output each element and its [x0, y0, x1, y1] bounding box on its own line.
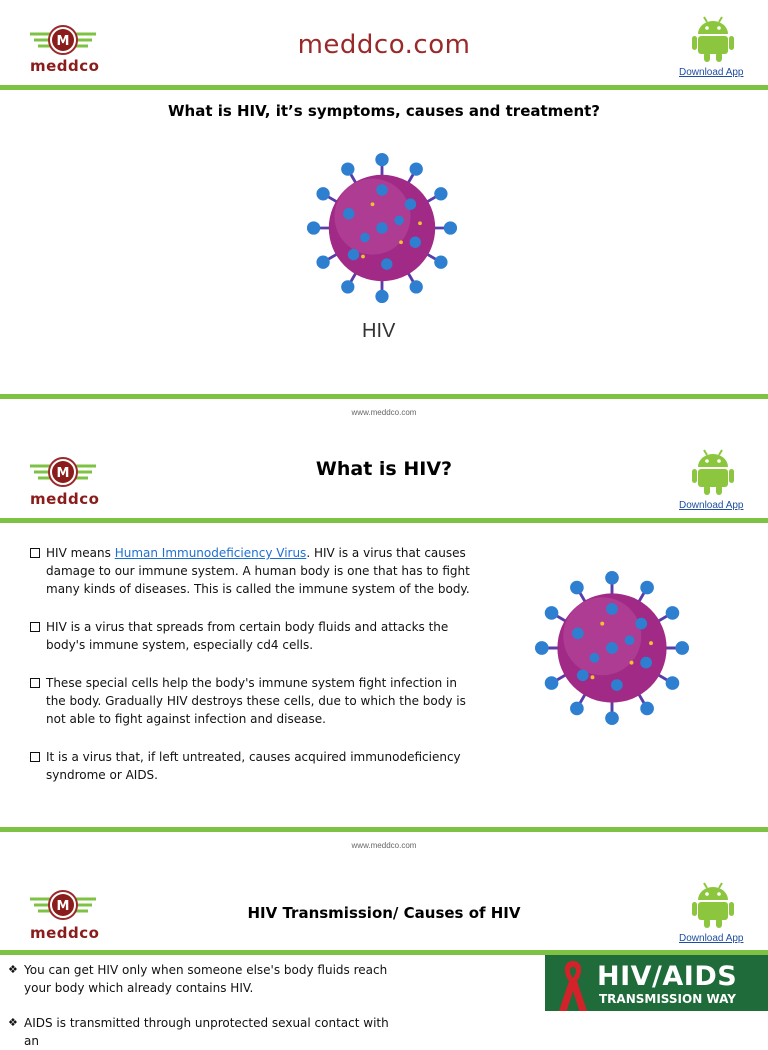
android-app-icon[interactable] [691, 447, 735, 497]
header-divider [0, 518, 768, 523]
logo-letter: M [56, 466, 70, 481]
hiv-aids-banner [545, 955, 768, 1011]
hiv-definition-list [30, 544, 475, 784]
header-divider [0, 85, 768, 90]
slide-2-heading: What is HIV? [315, 458, 453, 480]
slide-1 [0, 0, 768, 400]
android-app-icon[interactable] [691, 14, 735, 64]
android-app-icon[interactable] [691, 880, 735, 930]
checkbox-bullet-icon [30, 678, 40, 688]
download-app-link[interactable]: Download App [679, 500, 744, 511]
checkbox-bullet-icon [30, 622, 40, 632]
slide-1-heading: What is HIV, it’s symptoms, causes and treatment? [167, 102, 601, 120]
site-title: meddco.com [297, 30, 471, 60]
logo-text: meddco [30, 490, 100, 508]
list-item: HIV means Human Immunodeficiency Virus. HIV is a virus that causes damage to our immune system. A human body is one that has to fight many kinds of diseases. This is called the immune system of the body. [30, 544, 475, 598]
download-app-link[interactable]: Download App [679, 67, 744, 78]
slide-1-bottom-bar [0, 394, 768, 399]
hiv-wiki-link[interactable]: Human Immunodeficiency Virus [114, 546, 307, 560]
checkbox-bullet-icon [30, 548, 40, 558]
list-item: ❖ AIDS is transmitted through unprotected sexual contact with an [8, 1016, 389, 1048]
red-ribbon-icon [555, 957, 591, 1011]
download-app-link[interactable]: Download App [679, 933, 744, 944]
list-item: ❖ You can get HIV only when someone else's body fluids reach your body which already contains HIV. [8, 963, 388, 995]
hiv-virus-image [300, 152, 464, 304]
list-item: These special cells help the body's immune system fight infection in the body. Gradually HIV destroys these cells, due to which the body is not able to fight against infection and disease. [30, 674, 475, 728]
slide-3-heading: HIV Transmission/ Causes of HIV [247, 904, 521, 922]
footer-url: www.meddco.com [351, 841, 417, 850]
hiv-virus-image [532, 570, 692, 726]
transmission-list [8, 961, 398, 1050]
logo-letter: M [56, 34, 70, 49]
banner-subtitle: TRANSMISSION WAY [599, 992, 736, 1006]
diamond-bullet-icon: ❖ [8, 963, 18, 976]
logo-text: meddco [30, 57, 100, 75]
logo-text: meddco [30, 924, 100, 942]
virus-caption: HIV [362, 320, 396, 342]
list-item: HIV is a virus that spreads from certain body fluids and attacks the body's immune system, especially cd4 cells. [30, 618, 475, 654]
banner-title: HIV/AIDS [597, 961, 738, 992]
list-item: It is a virus that, if left untreated, causes acquired immunodeficiency syndrome or AIDS. [30, 748, 475, 784]
diamond-bullet-icon: ❖ [8, 1016, 18, 1029]
logo-letter: M [56, 899, 70, 914]
footer-url: www.meddco.com [351, 408, 417, 417]
slide-2-bottom-bar [0, 827, 768, 832]
checkbox-bullet-icon [30, 752, 40, 762]
